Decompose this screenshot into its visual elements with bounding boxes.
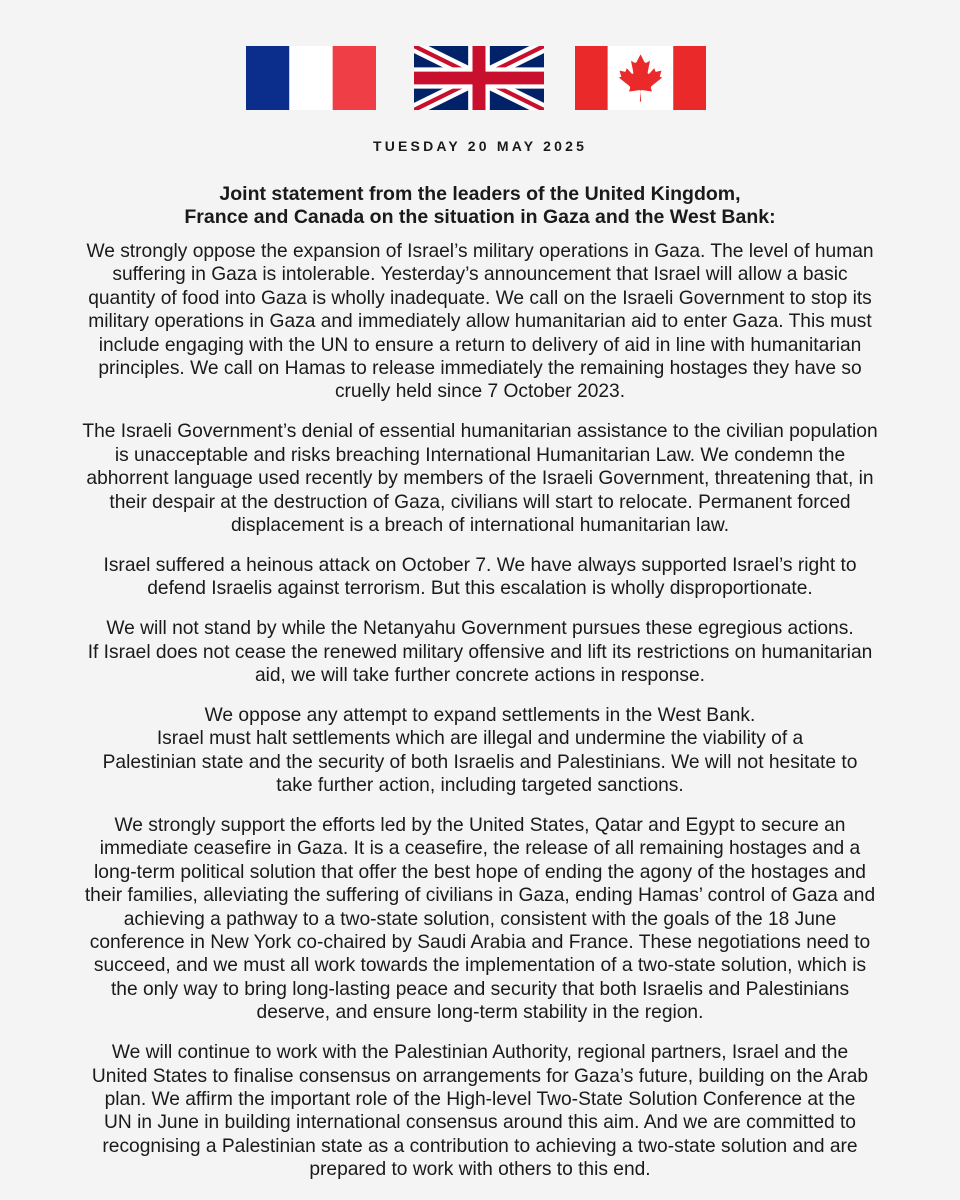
text-line: succeed, and we must all work towards the implementation of a two-state solution, which is (93, 955, 867, 977)
text-line: is unacceptable and risks breaching International Humanitarian Law. We condemn the (114, 444, 846, 466)
text-line: abhorrent language used recently by members of the Israeli Government, threatening that, in (86, 468, 874, 490)
text-line: their despair at the destruction of Gaza, civilians will start to relocate. Permanent forced (109, 491, 851, 513)
text-line: military operations in Gaza and immediately allow humanitarian aid to enter Gaza. This must (88, 311, 872, 333)
text-line: prepared to work with others to this end. (309, 1159, 651, 1181)
text-line: their families, alleviating the suffering of civilians in Gaza, ending Hamas’ control of Gaza and (84, 885, 876, 907)
text-line: plan. We affirm the important role of the High-level Two-State Solution Conference at the (104, 1089, 856, 1110)
heading-line: Joint statement from the leaders of the United Kingdom, (219, 183, 741, 205)
text-line: If Israel does not cease the renewed military offensive and lift its restrictions on humanitarian (87, 641, 873, 663)
text-line: displacement is a breach of international humanitarian law. (230, 514, 730, 536)
paragraph-4 (30, 617, 930, 687)
paragraph-5 (30, 704, 930, 798)
text-line: cruelly held since 7 October 2023. (334, 381, 626, 403)
text-line: take further action, including targeted sanctions. (276, 775, 684, 797)
text-line: quantity of food into Gaza is wholly inadequate. We call on the Israeli Government to stop its (88, 287, 872, 309)
uk-flag-icon (414, 46, 544, 110)
paragraph-1 (30, 240, 930, 404)
text-line: immediate ceasefire in Gaza. It is a ceasefire, the release of all remaining hostages and a (99, 838, 861, 860)
statement-date: TUESDAY 20 MAY 2025 (372, 138, 588, 154)
text-line: aid, we will take further concrete actions in response. (254, 665, 706, 686)
text-line: The Israeli Government’s denial of essential humanitarian assistance to the civilian population (82, 421, 878, 443)
text-line: conference in New York co-chaired by Saudi Arabia and France. These negotiations need to (89, 932, 871, 954)
text-line: We will continue to work with the Palestinian Authority, regional partners, Israel and the (111, 1042, 849, 1064)
text-line: principles. We call on Hamas to release immediately the remaining hostages they have so (98, 358, 862, 380)
paragraph-2 (30, 420, 930, 537)
text-line: Israel suffered a heinous attack on October 7. We have always supported Israel’s right to (103, 554, 857, 576)
text-line: UN in June in building international consensus around this aim. And we are committed to (104, 1112, 856, 1134)
text-line: deserve, and ensure long-term stability in the region. (256, 1002, 704, 1024)
canada-flag-icon (575, 46, 706, 110)
statement-heading (40, 183, 920, 229)
france-flag-icon (246, 46, 376, 110)
text-line: include engaging with the UN to ensure a return to delivery of aid in line with humanitarian (98, 334, 862, 356)
text-line: achieving a pathway to a two-state solution, consistent with the goals of the 18 June (123, 908, 837, 930)
text-line: Palestinian state and the security of both Israelis and Palestinians. We will not hesitate to (102, 751, 858, 773)
heading-line: France and Canada on the situation in Gaza and the West Bank: (184, 206, 776, 228)
paragraph-7 (30, 1041, 930, 1181)
text-line: recognising a Palestinian state as a contribution to achieving a two-state solution and are (102, 1135, 858, 1157)
statement-body (30, 240, 930, 1198)
text-line: We strongly oppose the expansion of Israel’s military operations in Gaza. The level of human (86, 241, 874, 262)
text-line: long-term political solution that offer the best hope of ending the agony of the hostages and (94, 861, 866, 883)
text-line: Israel must halt settlements which are illegal and undermine the viability of a (156, 728, 804, 750)
paragraph-3 (30, 554, 930, 601)
text-line: defend Israelis against terrorism. But this escalation is wholly disproportionate. (147, 578, 813, 600)
text-line: the only way to bring long-lasting peace and security that both Israelis and Palestinians (110, 978, 850, 1000)
paragraph-6 (30, 814, 930, 1025)
text-line: United States to finalise consensus on arrangements for Gaza’s future, building on the Arab (91, 1065, 869, 1087)
text-line: We oppose any attempt to expand settlements in the West Bank. (204, 704, 756, 726)
flags-row (0, 46, 960, 110)
text-line: We strongly support the efforts led by the United States, Qatar and Egypt to secure an (114, 815, 846, 837)
text-line: We will not stand by while the Netanyahu Government pursues these egregious actions. (106, 618, 854, 640)
text-line: suffering in Gaza is intolerable. Yesterday’s announcement that Israel will allow a basic (112, 264, 848, 286)
